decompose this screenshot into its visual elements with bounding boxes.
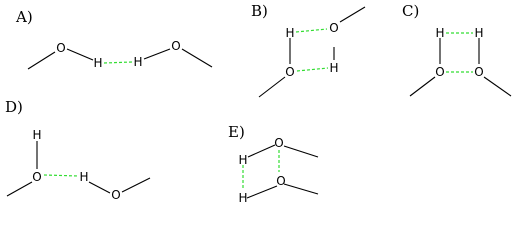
atom-hydrogen: H — [133, 55, 143, 69]
atom-oxygen: O — [56, 41, 66, 55]
panel-e — [228, 123, 318, 205]
atom-hydrogen: H — [285, 26, 295, 40]
bond — [284, 184, 318, 194]
atom-hydrogen: H — [79, 170, 89, 184]
panel-e-label: E) — [228, 123, 245, 141]
bond — [284, 146, 318, 157]
bond — [340, 7, 365, 22]
hydrogen-bond — [44, 175, 79, 176]
panel-b-label: B) — [251, 2, 268, 20]
atom-hydrogen: H — [474, 26, 484, 40]
bond — [144, 49, 170, 59]
panel-b — [251, 2, 365, 97]
atom-oxygen: O — [474, 65, 484, 79]
atom-hydrogen: H — [435, 26, 445, 40]
atom-oxygen: O — [32, 170, 42, 184]
atom-oxygen: O — [171, 39, 181, 53]
panel-a-label: A) — [16, 8, 33, 26]
hydrogen-bond — [104, 62, 132, 63]
panel-c — [402, 2, 511, 96]
hydrogen-bond — [296, 29, 327, 32]
bond — [259, 77, 285, 97]
bond — [248, 145, 275, 157]
hydrogen-bond — [297, 68, 328, 71]
atom-hydrogen: H — [238, 153, 248, 167]
panel-d — [5, 98, 150, 202]
panel-d-label: D) — [5, 98, 23, 116]
atom-oxygen: O — [285, 65, 295, 79]
bond — [410, 77, 435, 96]
bond — [67, 49, 93, 60]
bond — [122, 178, 150, 192]
bond — [89, 182, 110, 193]
atom-hydrogen: H — [32, 128, 42, 142]
atom-oxygen: O — [276, 174, 286, 188]
atom-oxygen: O — [274, 136, 284, 150]
atom-hydrogen: H — [329, 61, 339, 75]
panel-a — [15, 8, 212, 70]
atom-hydrogen: H — [93, 56, 103, 70]
panel-c-label: C) — [402, 2, 420, 20]
bond — [182, 49, 212, 67]
bond — [484, 77, 511, 96]
atom-oxygen: O — [111, 188, 121, 202]
atom-oxygen: O — [329, 21, 339, 35]
bond — [7, 182, 32, 196]
bond — [247, 186, 277, 198]
atom-hydrogen: H — [238, 191, 248, 205]
bond — [28, 52, 55, 69]
atom-oxygen: O — [435, 65, 445, 79]
